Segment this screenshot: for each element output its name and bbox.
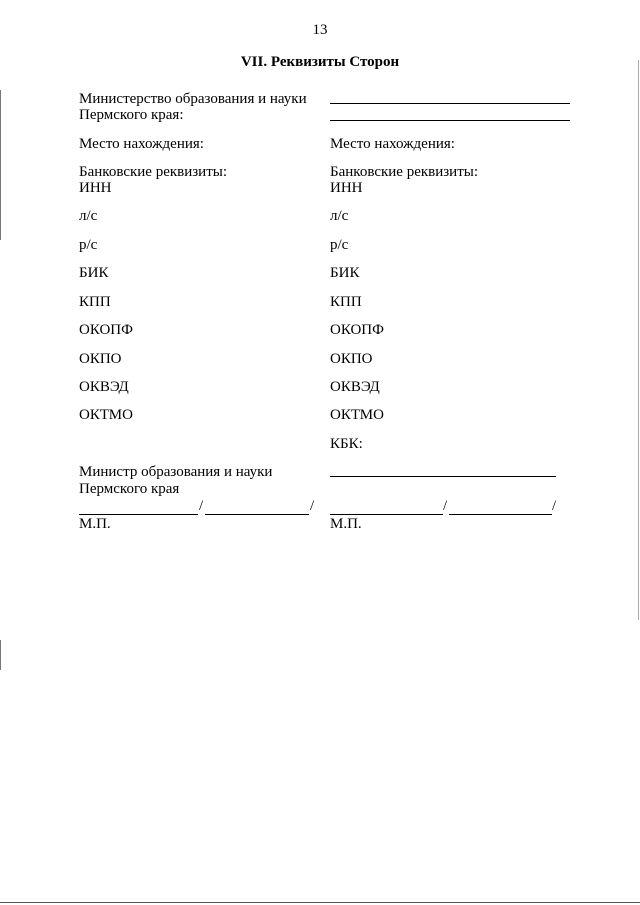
right-signature-line — [330, 514, 443, 515]
left-signature-separator: / — [199, 498, 204, 514]
left-signer-line2: Пермского края — [79, 481, 180, 497]
right-signature-separator: / — [443, 498, 448, 514]
page-number: 13 — [312, 22, 328, 38]
right-ls: л/с — [330, 208, 349, 224]
left-okved: ОКВЭД — [79, 379, 129, 395]
left-inn: ИНН — [79, 180, 112, 196]
section-title: VII. Реквизиты Сторон — [240, 54, 400, 70]
right-inn: ИНН — [330, 180, 363, 196]
right-stamp: М.П. — [330, 516, 362, 532]
right-org-line2 — [330, 120, 570, 121]
right-okved: ОКВЭД — [330, 379, 380, 395]
left-bank-details: Банковские реквизиты: — [79, 164, 228, 180]
left-stamp: М.П. — [79, 516, 111, 532]
left-signature-line — [79, 514, 198, 515]
left-kpp: КПП — [79, 294, 111, 310]
right-kbk: КБК: — [330, 436, 363, 452]
left-location: Место нахождения: — [79, 136, 204, 152]
left-bik: БИК — [79, 265, 109, 281]
scan-edge-bottom — [0, 902, 640, 903]
scan-edge-left — [0, 90, 1, 240]
left-org-line2: Пермского края: — [79, 107, 184, 123]
right-oktmo: ОКТМО — [330, 407, 384, 423]
right-okpo: ОКПО — [330, 351, 373, 367]
left-signer-line1: Министр образования и науки — [79, 464, 273, 480]
right-signature-name-line — [449, 514, 552, 515]
left-okpo: ОКПО — [79, 351, 122, 367]
right-signature-end: / — [552, 498, 557, 514]
left-ls: л/с — [79, 208, 98, 224]
right-kpp: КПП — [330, 294, 362, 310]
right-okopf: ОКОПФ — [330, 322, 384, 338]
scan-edge-right — [638, 60, 639, 620]
right-bank-details: Банковские реквизиты: — [330, 164, 479, 180]
left-rs: р/с — [79, 237, 98, 253]
right-location: Место нахождения: — [330, 136, 455, 152]
left-oktmo: ОКТМО — [79, 407, 133, 423]
left-okopf: ОКОПФ — [79, 322, 133, 338]
left-signature-end: / — [310, 498, 315, 514]
right-org-line1 — [330, 103, 570, 104]
right-signer-line — [330, 476, 556, 477]
left-signature-name-line — [205, 514, 309, 515]
right-rs: р/с — [330, 237, 349, 253]
scan-edge-left-lower — [0, 640, 1, 670]
left-org-line1: Министерство образования и науки — [79, 91, 307, 107]
right-bik: БИК — [330, 265, 360, 281]
